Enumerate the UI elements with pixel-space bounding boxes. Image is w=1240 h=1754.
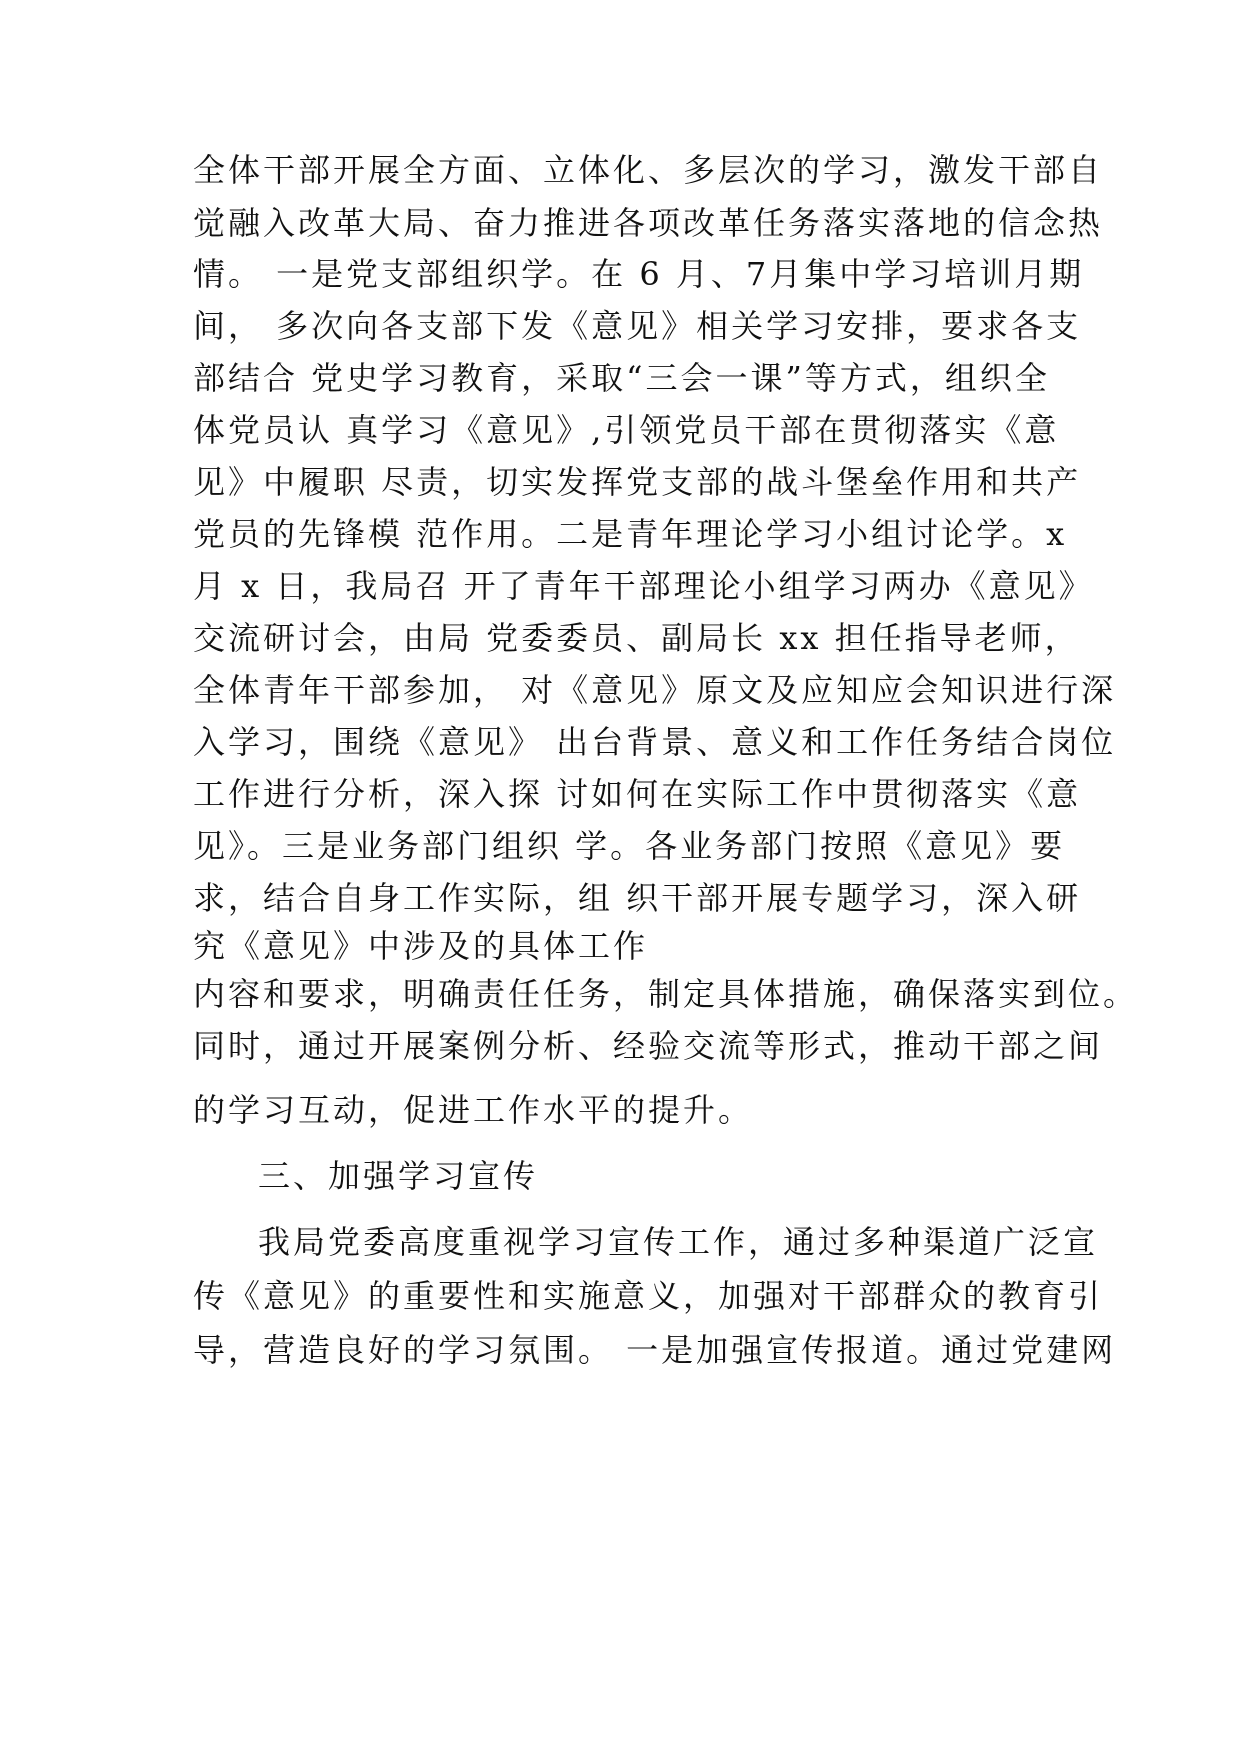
body-text-line: 觉融入改革大局、奋力推进各项改革任务落实落地的信念热	[193, 204, 1104, 242]
body-text-line: 求，结合自身工作实际，组 织干部开展专题学习，深入研	[193, 879, 1082, 917]
body-text-line: 月 x 日，我局召 开了青年干部理论小组学习两办《意见》	[193, 567, 1094, 605]
section-heading: 三、加强学习宣传	[258, 1157, 539, 1195]
body-text-line: 情。 一是党支部组织学。在 6 月、7月集中学习培训月期	[193, 255, 1085, 293]
body-text-line: 党员的先锋模 范作用。二是青年理论学习小组讨论学。x	[193, 515, 1068, 553]
body-text-line: 见》中履职 尽责，切实发挥党支部的战斗堡垒作用和共产	[193, 463, 1082, 501]
body-text-line: 见》。三是业务部门组织 学。各业务部门按照《意见》要	[193, 827, 1066, 865]
body-text-line: 体党员认 真学习《意见》,引领党员干部在贯彻落实《意	[193, 411, 1060, 449]
body-text-line: 工作进行分析，深入探 讨如何在实际工作中贯彻落实《意	[193, 775, 1082, 813]
body-text-line: 入学习，围绕《意见》 出台背景、意义和工作任务结合岗位	[193, 723, 1117, 761]
body-text-line: 究《意见》中涉及的具体工作	[193, 927, 649, 965]
body-text-line: 全体干部开展全方面、立体化、多层次的学习，激发干部自	[193, 151, 1104, 189]
body-text-line: 交流研讨会，由局 党委委员、副局长 xx 担任指导老师，	[193, 619, 1080, 657]
body-text-line: 内容和要求，明确责任任务，制定具体措施，确保落实到位。	[193, 975, 1139, 1013]
body-text-line: 导，营造良好的学习氛围。 一是加强宣传报道。通过党建网	[193, 1331, 1117, 1369]
body-text-line: 同时，通过开展案例分析、经验交流等形式，推动干部之间	[193, 1027, 1104, 1065]
body-text-line: 的学习互动，促进工作水平的提升。	[193, 1091, 754, 1129]
body-text-line: 我局党委高度重视学习宣传工作，通过多种渠道广泛宣	[258, 1223, 1099, 1261]
body-text-line: 部结合 党史学习教育，采取“三会一课”等方式，组织全	[193, 359, 1050, 397]
body-text-line: 全体青年干部参加， 对《意见》原文及应知应会知识进行深	[193, 671, 1117, 709]
body-text-line: 传《意见》的重要性和实施意义，加强对干部群众的教育引	[193, 1277, 1104, 1315]
body-text-line: 间， 多次向各支部下发《意见》相关学习安排，要求各支	[193, 307, 1082, 345]
